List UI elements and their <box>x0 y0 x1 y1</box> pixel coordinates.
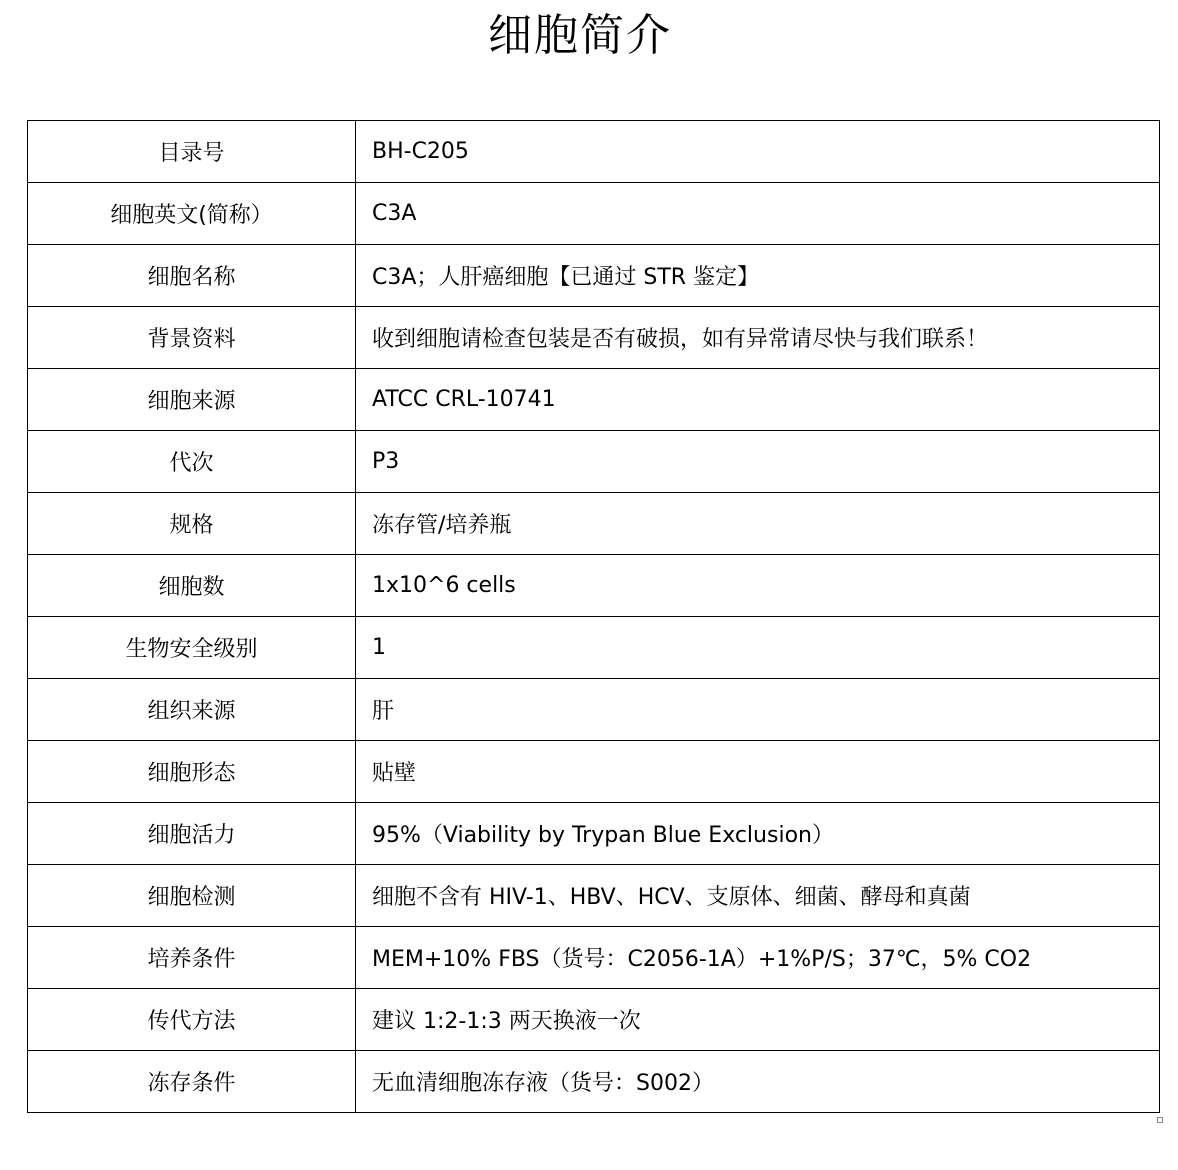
table-resize-handle[interactable] <box>1157 1117 1163 1123</box>
table-row <box>28 617 1160 679</box>
row-label: 规格 <box>28 493 356 555</box>
table-row <box>28 369 1160 431</box>
row-label: 细胞名称 <box>28 245 356 307</box>
table-row <box>28 555 1160 617</box>
row-label: 细胞检测 <box>28 865 356 927</box>
row-label: 冻存条件 <box>28 1051 356 1113</box>
row-value: 建议 1:2-1:3 两天换液一次 <box>356 989 1160 1051</box>
row-value: 收到细胞请检查包装是否有破损，如有异常请尽快与我们联系！ <box>356 307 1160 369</box>
row-value: ATCC CRL-10741 <box>356 369 1160 431</box>
row-value: BH-C205 <box>356 121 1160 183</box>
row-label: 目录号 <box>28 121 356 183</box>
table-row <box>28 245 1160 307</box>
row-label: 细胞形态 <box>28 741 356 803</box>
row-value: 冻存管/培养瓶 <box>356 493 1160 555</box>
row-value: 1x10^6 cells <box>356 555 1160 617</box>
table-row <box>28 431 1160 493</box>
row-value: 95%（Viability by Trypan Blue Exclusion） <box>356 803 1160 865</box>
row-value: 贴壁 <box>356 741 1160 803</box>
table-row <box>28 679 1160 741</box>
table-row <box>28 865 1160 927</box>
table-row <box>28 183 1160 245</box>
table-row <box>28 741 1160 803</box>
page-title: 细胞简介 <box>488 10 672 61</box>
row-label: 细胞活力 <box>28 803 356 865</box>
row-value: 1 <box>356 617 1160 679</box>
row-value: 细胞不含有 HIV-1、HBV、HCV、支原体、细菌、酵母和真菌 <box>356 865 1160 927</box>
cell-info-table <box>27 120 1160 1113</box>
row-label: 传代方法 <box>28 989 356 1051</box>
row-label: 背景资料 <box>28 307 356 369</box>
row-label: 细胞来源 <box>28 369 356 431</box>
row-label: 代次 <box>28 431 356 493</box>
table-row <box>28 121 1160 183</box>
row-label: 组织来源 <box>28 679 356 741</box>
table-row <box>28 803 1160 865</box>
row-label: 培养条件 <box>28 927 356 989</box>
table-row <box>28 927 1160 989</box>
table-row <box>28 989 1160 1051</box>
row-value: 肝 <box>356 679 1160 741</box>
row-value: MEM+10% FBS（货号：C2056-1A）+1%P/S；37℃，5% CO2 <box>356 927 1160 989</box>
row-value: C3A <box>356 183 1160 245</box>
row-value: P3 <box>356 431 1160 493</box>
table-row <box>28 493 1160 555</box>
row-value: 无血清细胞冻存液（货号：S002） <box>356 1051 1160 1113</box>
row-label: 细胞英文(简称） <box>28 183 356 245</box>
row-value: C3A；人肝癌细胞【已通过 STR 鉴定】 <box>356 245 1160 307</box>
table-row <box>28 1051 1160 1113</box>
row-label: 生物安全级别 <box>28 617 356 679</box>
row-label: 细胞数 <box>28 555 356 617</box>
table-row <box>28 307 1160 369</box>
